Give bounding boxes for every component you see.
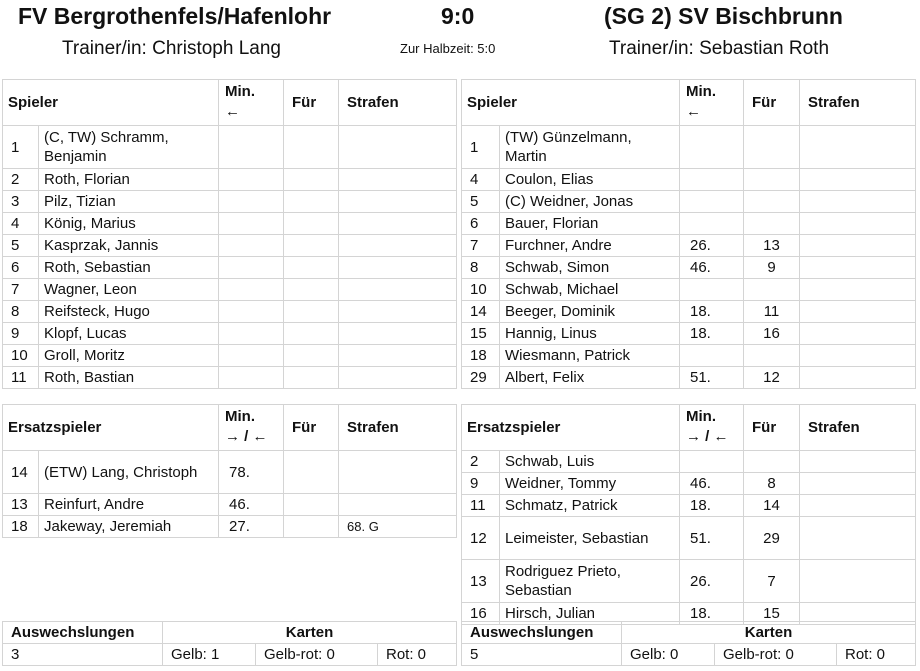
karten-header: Karten (622, 622, 916, 644)
player-number: 10 (3, 345, 39, 367)
strafen-cell (339, 235, 457, 257)
player-row (3, 494, 457, 516)
minute-cell (219, 367, 284, 389)
player-name: (ETW) Lang, Christoph (39, 451, 219, 494)
minute-cell: 26. (680, 560, 744, 603)
player-row (462, 213, 916, 235)
player-name: Kasprzak, Jannis (39, 235, 219, 257)
fuer-cell (284, 516, 339, 538)
player-number: 5 (3, 235, 39, 257)
minute-cell: 26. (680, 235, 744, 257)
fuer-cell: 8 (744, 473, 800, 495)
player-name: Hannig, Linus (500, 323, 680, 345)
fuer-cell (284, 126, 339, 169)
strafen-header: Strafen (339, 405, 457, 451)
minute-cell: 78. (219, 451, 284, 494)
fuer-cell (284, 323, 339, 345)
player-number: 29 (462, 367, 500, 389)
fuer-cell (284, 191, 339, 213)
player-name: Leimeister, Sebastian (500, 517, 680, 560)
minute-cell (680, 279, 744, 301)
player-row (3, 301, 457, 323)
player-row (3, 323, 457, 345)
fuer-cell: 14 (744, 495, 800, 517)
min-header: Min. → / ← (219, 405, 284, 451)
minute-cell: 18. (680, 323, 744, 345)
gelb-count: Gelb: 0 (622, 644, 715, 666)
home-team-name: FV Bergrothenfels/Hafenlohr (18, 3, 332, 29)
fuer-cell (744, 345, 800, 367)
player-number: 3 (3, 191, 39, 213)
ersatzspieler-header: Ersatzspieler (3, 405, 219, 451)
gelbrot-count: Gelb-rot: 0 (256, 644, 378, 666)
minute-cell: 27. (219, 516, 284, 538)
strafen-cell (339, 126, 457, 169)
strafen-cell (339, 345, 457, 367)
auswechslungen-count: 3 (3, 644, 163, 666)
minute-cell (680, 451, 744, 473)
fuer-cell: 29 (744, 517, 800, 560)
player-name: Furchner, Andre (500, 235, 680, 257)
player-number: 2 (462, 451, 500, 473)
strafen-cell (339, 169, 457, 191)
fuer-header: Für (284, 405, 339, 451)
minute-cell (219, 169, 284, 191)
player-number: 16 (462, 603, 500, 625)
player-number: 8 (462, 257, 500, 279)
minute-cell (680, 126, 744, 169)
minute-cell (219, 213, 284, 235)
fuer-cell: 9 (744, 257, 800, 279)
gelbrot-count: Gelb-rot: 0 (715, 644, 837, 666)
player-name: Schwab, Michael (500, 279, 680, 301)
fuer-cell (744, 169, 800, 191)
player-name: Schwab, Luis (500, 451, 680, 473)
player-number: 11 (462, 495, 500, 517)
fuer-cell: 13 (744, 235, 800, 257)
player-name: Roth, Florian (39, 169, 219, 191)
min-header: Min. → / ← (680, 405, 744, 451)
player-number: 13 (462, 560, 500, 603)
player-row (3, 235, 457, 257)
player-name: Groll, Moritz (39, 345, 219, 367)
player-row (462, 126, 916, 169)
player-row (3, 367, 457, 389)
minute-cell (680, 345, 744, 367)
auswechslungen-header: Auswechslungen (3, 622, 163, 644)
player-name: Klopf, Lucas (39, 323, 219, 345)
player-name: (C, TW) Schramm, Benjamin (39, 126, 219, 169)
player-name: (TW) Günzelmann, Martin (500, 126, 680, 169)
player-number: 7 (462, 235, 500, 257)
away-team-name: (SG 2) SV Bischbrunn (604, 3, 843, 29)
fuer-cell (284, 301, 339, 323)
minute-cell: 18. (680, 603, 744, 625)
strafen-cell (800, 235, 916, 257)
player-row (462, 279, 916, 301)
player-number: 2 (3, 169, 39, 191)
minute-cell (219, 345, 284, 367)
player-row (3, 345, 457, 367)
karten-header: Karten (163, 622, 457, 644)
spieler-header: Spieler (3, 80, 219, 126)
fuer-cell (284, 494, 339, 516)
strafen-cell: 68. G (339, 516, 457, 538)
player-number: 10 (462, 279, 500, 301)
player-name: Schwab, Simon (500, 257, 680, 279)
player-row (462, 301, 916, 323)
fuer-header: Für (284, 80, 339, 126)
strafen-cell (800, 560, 916, 603)
strafen-cell (800, 323, 916, 345)
player-number: 12 (462, 517, 500, 560)
match-score: 9:0 (441, 3, 475, 29)
fuer-cell (284, 169, 339, 191)
player-row (3, 169, 457, 191)
fuer-cell (284, 213, 339, 235)
player-name: Schmatz, Patrick (500, 495, 680, 517)
fuer-cell (744, 279, 800, 301)
player-name: Rodriguez Prieto, Sebastian (500, 560, 680, 603)
auswechslungen-count: 5 (462, 644, 622, 666)
minute-cell: 18. (680, 495, 744, 517)
fuer-cell (284, 367, 339, 389)
halftime-score: Zur Halbzeit: 5:0 (400, 41, 496, 56)
player-row (3, 191, 457, 213)
strafen-cell (800, 191, 916, 213)
minute-cell: 46. (219, 494, 284, 516)
away-summary-table (461, 621, 916, 666)
player-number: 11 (3, 367, 39, 389)
player-name: Pilz, Tizian (39, 191, 219, 213)
minute-cell (219, 323, 284, 345)
strafen-cell (800, 257, 916, 279)
minute-cell (219, 235, 284, 257)
minute-cell (219, 126, 284, 169)
strafen-cell (800, 345, 916, 367)
player-row (462, 169, 916, 191)
player-number: 5 (462, 191, 500, 213)
player-number: 1 (462, 126, 500, 169)
strafen-cell (339, 323, 457, 345)
rot-count: Rot: 0 (378, 644, 457, 666)
player-number: 6 (462, 213, 500, 235)
strafen-cell (800, 473, 916, 495)
fuer-cell (744, 126, 800, 169)
away-starters-table (461, 79, 916, 389)
player-row (462, 495, 916, 517)
home-subs-table (2, 404, 457, 538)
minute-cell: 18. (680, 301, 744, 323)
player-row (3, 279, 457, 301)
player-row (3, 516, 457, 538)
strafen-header: Strafen (339, 80, 457, 126)
strafen-header: Strafen (800, 405, 916, 451)
fuer-cell (284, 235, 339, 257)
player-name: Roth, Sebastian (39, 257, 219, 279)
player-number: 18 (3, 516, 39, 538)
minute-cell (680, 169, 744, 191)
player-number: 7 (3, 279, 39, 301)
player-name: Coulon, Elias (500, 169, 680, 191)
player-row (462, 257, 916, 279)
player-name: Wagner, Leon (39, 279, 219, 301)
player-name: (C) Weidner, Jonas (500, 191, 680, 213)
minute-cell: 51. (680, 367, 744, 389)
fuer-cell (744, 191, 800, 213)
player-number: 6 (3, 257, 39, 279)
player-number: 4 (3, 213, 39, 235)
fuer-cell: 11 (744, 301, 800, 323)
strafen-cell (800, 301, 916, 323)
home-coach: Trainer/in: Christoph Lang (62, 38, 281, 59)
strafen-cell (339, 257, 457, 279)
strafen-cell (800, 367, 916, 389)
strafen-cell (800, 126, 916, 169)
strafen-cell (339, 191, 457, 213)
fuer-cell (284, 451, 339, 494)
player-name: Reifsteck, Hugo (39, 301, 219, 323)
spieler-header: Spieler (462, 80, 680, 126)
player-number: 9 (462, 473, 500, 495)
strafen-cell (800, 279, 916, 301)
player-row (462, 473, 916, 495)
player-name: Albert, Felix (500, 367, 680, 389)
strafen-cell (339, 279, 457, 301)
player-row (462, 345, 916, 367)
gelb-count: Gelb: 1 (163, 644, 256, 666)
strafen-cell (339, 301, 457, 323)
fuer-cell: 12 (744, 367, 800, 389)
strafen-cell (800, 213, 916, 235)
player-row (3, 126, 457, 169)
player-row (462, 191, 916, 213)
strafen-cell (339, 451, 457, 494)
player-row (462, 323, 916, 345)
player-name: Jakeway, Jeremiah (39, 516, 219, 538)
player-name: Beeger, Dominik (500, 301, 680, 323)
minute-cell: 46. (680, 473, 744, 495)
player-number: 14 (3, 451, 39, 494)
strafen-cell (339, 213, 457, 235)
fuer-cell: 7 (744, 560, 800, 603)
player-name: Reinfurt, Andre (39, 494, 219, 516)
ersatzspieler-header: Ersatzspieler (462, 405, 680, 451)
player-name: Roth, Bastian (39, 367, 219, 389)
player-number: 9 (3, 323, 39, 345)
fuer-cell (284, 345, 339, 367)
auswechslungen-header: Auswechslungen (462, 622, 622, 644)
player-number: 14 (462, 301, 500, 323)
player-number: 4 (462, 169, 500, 191)
player-row (3, 451, 457, 494)
player-number: 15 (462, 323, 500, 345)
player-row (462, 367, 916, 389)
minute-cell: 46. (680, 257, 744, 279)
home-summary-table (2, 621, 457, 666)
minute-cell (680, 213, 744, 235)
fuer-cell: 16 (744, 323, 800, 345)
fuer-cell (744, 213, 800, 235)
strafen-cell (339, 367, 457, 389)
minute-cell (219, 301, 284, 323)
rot-count: Rot: 0 (837, 644, 916, 666)
player-row (3, 257, 457, 279)
player-row (462, 451, 916, 473)
player-name: König, Marius (39, 213, 219, 235)
away-coach: Trainer/in: Sebastian Roth (609, 38, 830, 59)
player-number: 1 (3, 126, 39, 169)
player-name: Hirsch, Julian (500, 603, 680, 625)
player-number: 8 (3, 301, 39, 323)
fuer-cell: 15 (744, 603, 800, 625)
player-name: Bauer, Florian (500, 213, 680, 235)
strafen-cell (800, 169, 916, 191)
home-starters-table (2, 79, 457, 389)
strafen-cell (800, 451, 916, 473)
player-number: 13 (3, 494, 39, 516)
fuer-cell (744, 451, 800, 473)
fuer-cell (284, 257, 339, 279)
player-row (462, 235, 916, 257)
player-number: 18 (462, 345, 500, 367)
player-name: Weidner, Tommy (500, 473, 680, 495)
player-name: Wiesmann, Patrick (500, 345, 680, 367)
player-row (462, 517, 916, 560)
strafen-cell (800, 517, 916, 560)
strafen-cell (339, 494, 457, 516)
fuer-cell (284, 279, 339, 301)
strafen-cell (800, 495, 916, 517)
min-header: Min. ← (680, 80, 744, 126)
minute-cell: 51. (680, 517, 744, 560)
minute-cell (219, 279, 284, 301)
player-row (3, 213, 457, 235)
fuer-header: Für (744, 405, 800, 451)
away-subs-table (461, 404, 916, 625)
minute-cell (219, 257, 284, 279)
strafen-header: Strafen (800, 80, 916, 126)
min-header: Min. ← (219, 80, 284, 126)
player-row (462, 560, 916, 603)
fuer-header: Für (744, 80, 800, 126)
minute-cell (680, 191, 744, 213)
minute-cell (219, 191, 284, 213)
